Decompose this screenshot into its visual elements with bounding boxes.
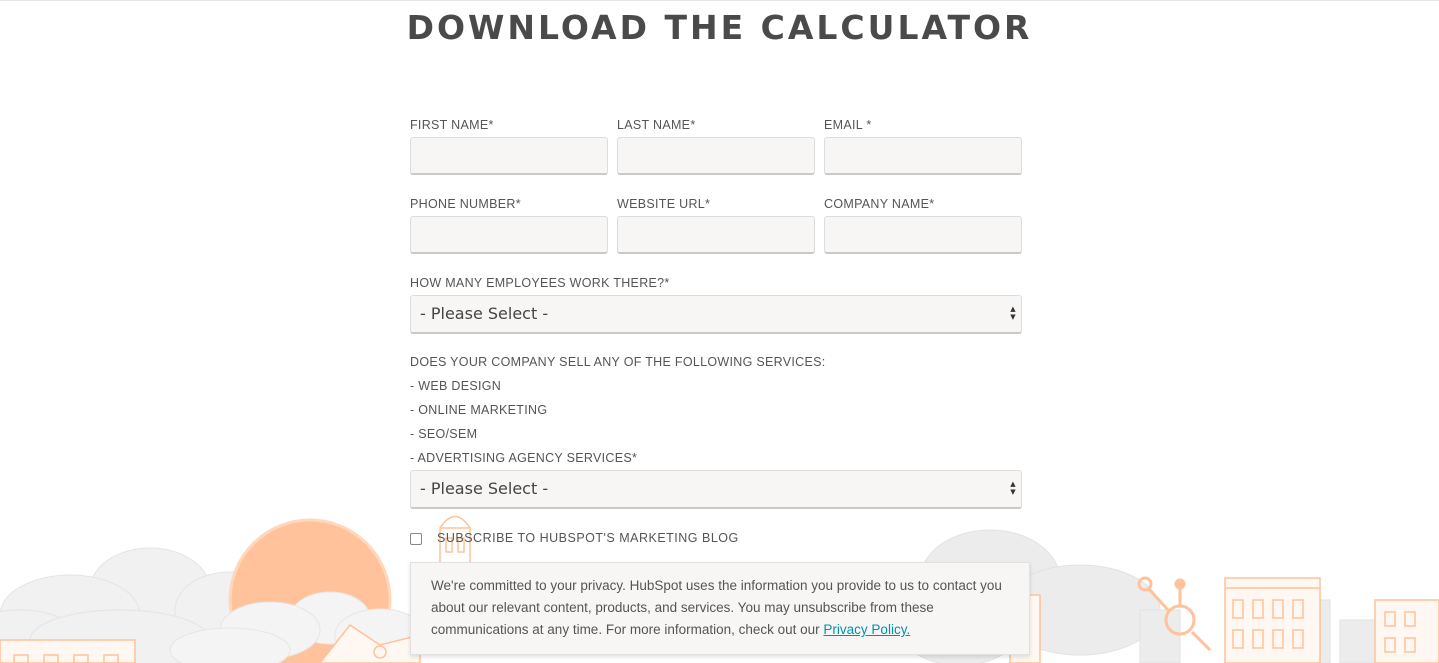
name-email-row [410,117,1022,175]
services-selected-value: - Please Select - [420,479,549,498]
company-label: COMPANY NAME* [824,197,935,211]
phone-group [410,196,608,254]
employees-selected-value: - Please Select - [420,304,549,323]
top-divider [0,0,1439,1]
subscribe-checkbox[interactable] [410,533,422,545]
first-name-input[interactable] [410,137,608,175]
services-label [410,350,1022,470]
services-select[interactable] [410,470,1022,509]
phone-input[interactable] [410,216,608,254]
select-arrows-icon: ▲ ▼ [1010,480,1016,496]
page-title: DOWNLOAD THE CALCULATOR [406,8,1033,47]
website-label: WEBSITE URL* [617,197,711,211]
privacy-text: We're committed to your privacy. HubSpot uses the information you provide to us to contact you about our relevant content, products, and services. You may unsubscribe from these communications at any time. For more information, check out our [431,578,1002,637]
phone-label: PHONE NUMBER* [410,197,521,211]
services-label-line: - ADVERTISING AGENCY SERVICES* [410,451,638,465]
privacy-policy-link[interactable]: Privacy Policy. [823,622,911,637]
last-name-label: LAST NAME* [617,118,696,132]
first-name-label: FIRST NAME* [410,118,494,132]
last-name-group [617,117,815,175]
services-label-line: - WEB DESIGN [410,379,502,393]
website-group [617,196,815,254]
email-input[interactable] [824,137,1022,175]
services-label-line: - ONLINE MARKETING [410,403,548,417]
employees-select[interactable] [410,295,1022,334]
company-group [824,196,1022,254]
privacy-notice [410,562,1030,655]
services-label-line: - SEO/SEM [410,427,478,441]
company-input[interactable] [824,216,1022,254]
website-input[interactable] [617,216,815,254]
first-name-group [410,117,608,175]
phone-website-company-row [410,196,1022,254]
last-name-input[interactable] [617,137,815,175]
email-label: EMAIL * [824,118,872,132]
calculator-download-form [410,117,1022,545]
select-arrows-icon: ▲ ▼ [1010,305,1016,321]
employees-label: HOW MANY EMPLOYEES WORK THERE?* [410,276,670,290]
subscribe-label[interactable]: SUBSCRIBE TO HUBSPOT'S MARKETING BLOG [437,531,739,545]
services-label-line: DOES YOUR COMPANY SELL ANY OF THE FOLLOWING SERVICES: [410,355,826,369]
email-group [824,117,1022,175]
subscribe-row [410,531,1022,545]
